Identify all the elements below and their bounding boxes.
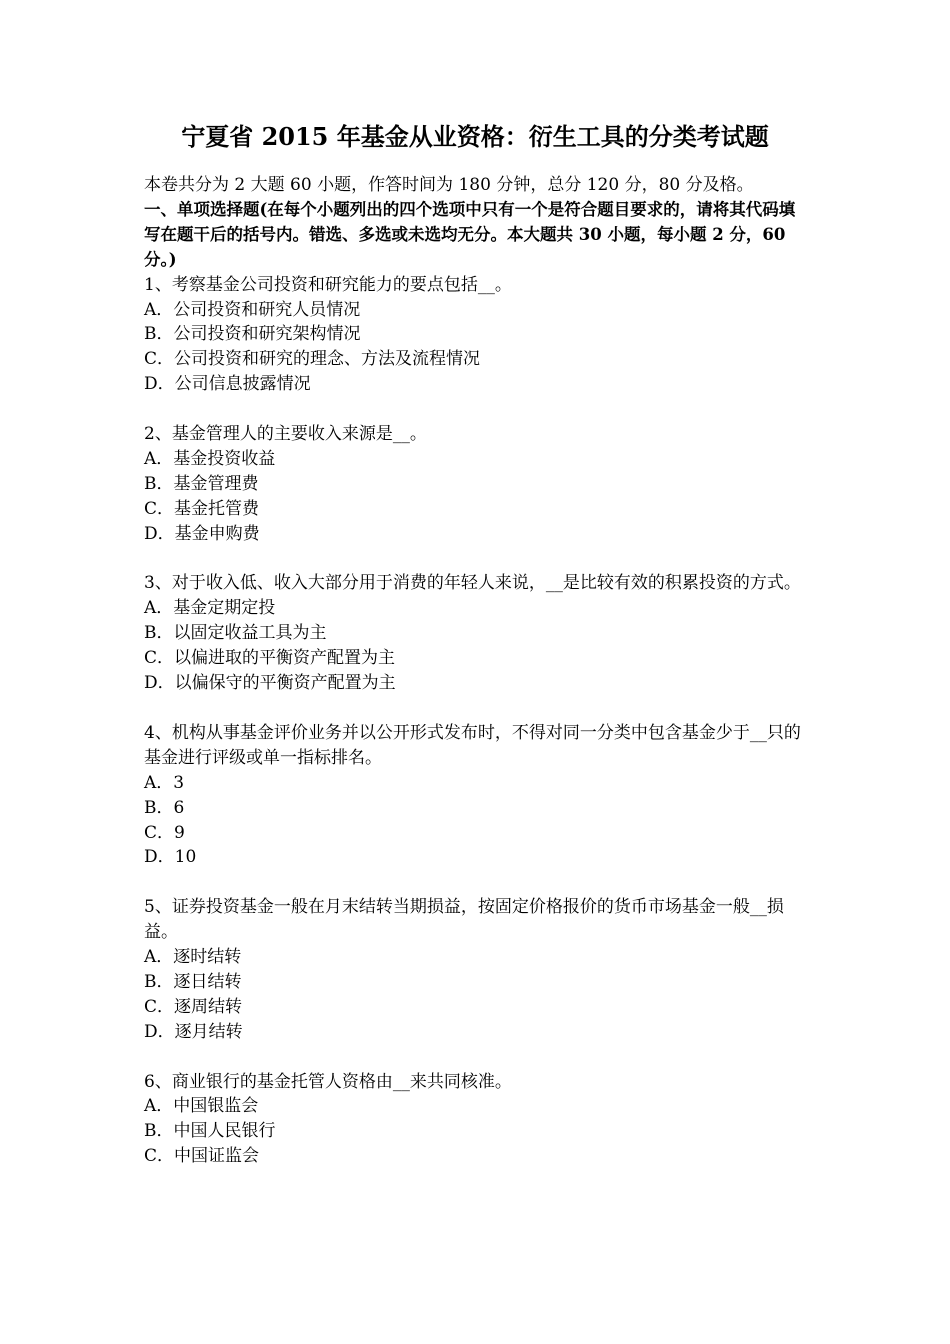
- answer-option: C．中国证监会: [144, 1146, 260, 1167]
- answer-option: B．公司投资和研究架构情况: [144, 324, 361, 345]
- question-6: [144, 1070, 810, 1170]
- answer-option: C．逐周结转: [144, 996, 243, 1017]
- answer-option: A．基金定期定投: [144, 598, 276, 619]
- answer-option: C．以偏进取的平衡资产配置为主: [144, 648, 396, 669]
- question-stem: 2、基金管理人的主要收入来源是__。: [144, 424, 427, 445]
- answer-option: B．6: [144, 797, 185, 818]
- question-1: [144, 273, 810, 398]
- answer-option: A．逐时结转: [144, 947, 242, 968]
- answer-option: B．中国人民银行: [144, 1121, 276, 1142]
- answer-option: B．逐日结转: [144, 971, 242, 992]
- answer-option: A．基金投资收益: [144, 448, 276, 469]
- answer-option: D．逐月结转: [144, 1021, 243, 1042]
- answer-option: A．3: [144, 772, 185, 793]
- document-body: [144, 173, 810, 1169]
- question-3: [144, 571, 810, 696]
- answer-option: D．10: [144, 847, 197, 868]
- question-stem: 1、考察基金公司投资和研究能力的要点包括__。: [144, 274, 512, 295]
- exam-intro: 本卷共分为 2 大题 60 小题，作答时间为 180 分钟，总分 120 分，80 分及格。: [144, 175, 754, 195]
- document-title: 宁夏省 2015 年基金从业资格：衍生工具的分类考试题: [181, 122, 769, 151]
- question-stem: 6、商业银行的基金托管人资格由__来共同核准。: [144, 1071, 512, 1092]
- question-stem: 3、对于收入低、收入大部分用于消费的年轻人来说，__是比较有效的积累投资的方式。: [144, 573, 801, 594]
- question-stem: 4、机构从事基金评价业务并以公开形式发布时，不得对同一分类中包含基金少于__只的基金进行评级或单一指标排名。: [144, 722, 801, 768]
- spacer: [144, 397, 810, 422]
- answer-option: C．公司投资和研究的理念、方法及流程情况: [144, 349, 481, 370]
- question-2: [144, 422, 810, 547]
- spacer: [144, 1045, 810, 1070]
- answer-option: D．公司信息披露情况: [144, 374, 311, 395]
- question-4: [144, 721, 810, 870]
- section-heading: 一、单项选择题(在每个小题列出的四个选项中只有一个是符合题目要求的，请将其代码填写在题干后的括号内。错选、多选或未选均无分。本大题共 30 小题，每小题 2 分，60 分。): [144, 199, 796, 269]
- answer-option: A．中国银监会: [144, 1096, 259, 1117]
- answer-option: B．基金管理费: [144, 473, 259, 494]
- spacer: [144, 696, 810, 721]
- question-5: [144, 895, 810, 1044]
- answer-option: A．公司投资和研究人员情况: [144, 299, 361, 320]
- spacer: [144, 870, 810, 895]
- answer-option: D．以偏保守的平衡资产配置为主: [144, 673, 396, 694]
- answer-option: B．以固定收益工具为主: [144, 623, 327, 644]
- answer-option: D．基金申购费: [144, 523, 260, 544]
- question-stem: 5、证券投资基金一般在月末结转当期损益，按固定价格报价的货币市场基金一般__损益。: [144, 897, 784, 943]
- spacer: [144, 547, 810, 572]
- answer-option: C．9: [144, 822, 185, 843]
- answer-option: C．基金托管费: [144, 498, 260, 519]
